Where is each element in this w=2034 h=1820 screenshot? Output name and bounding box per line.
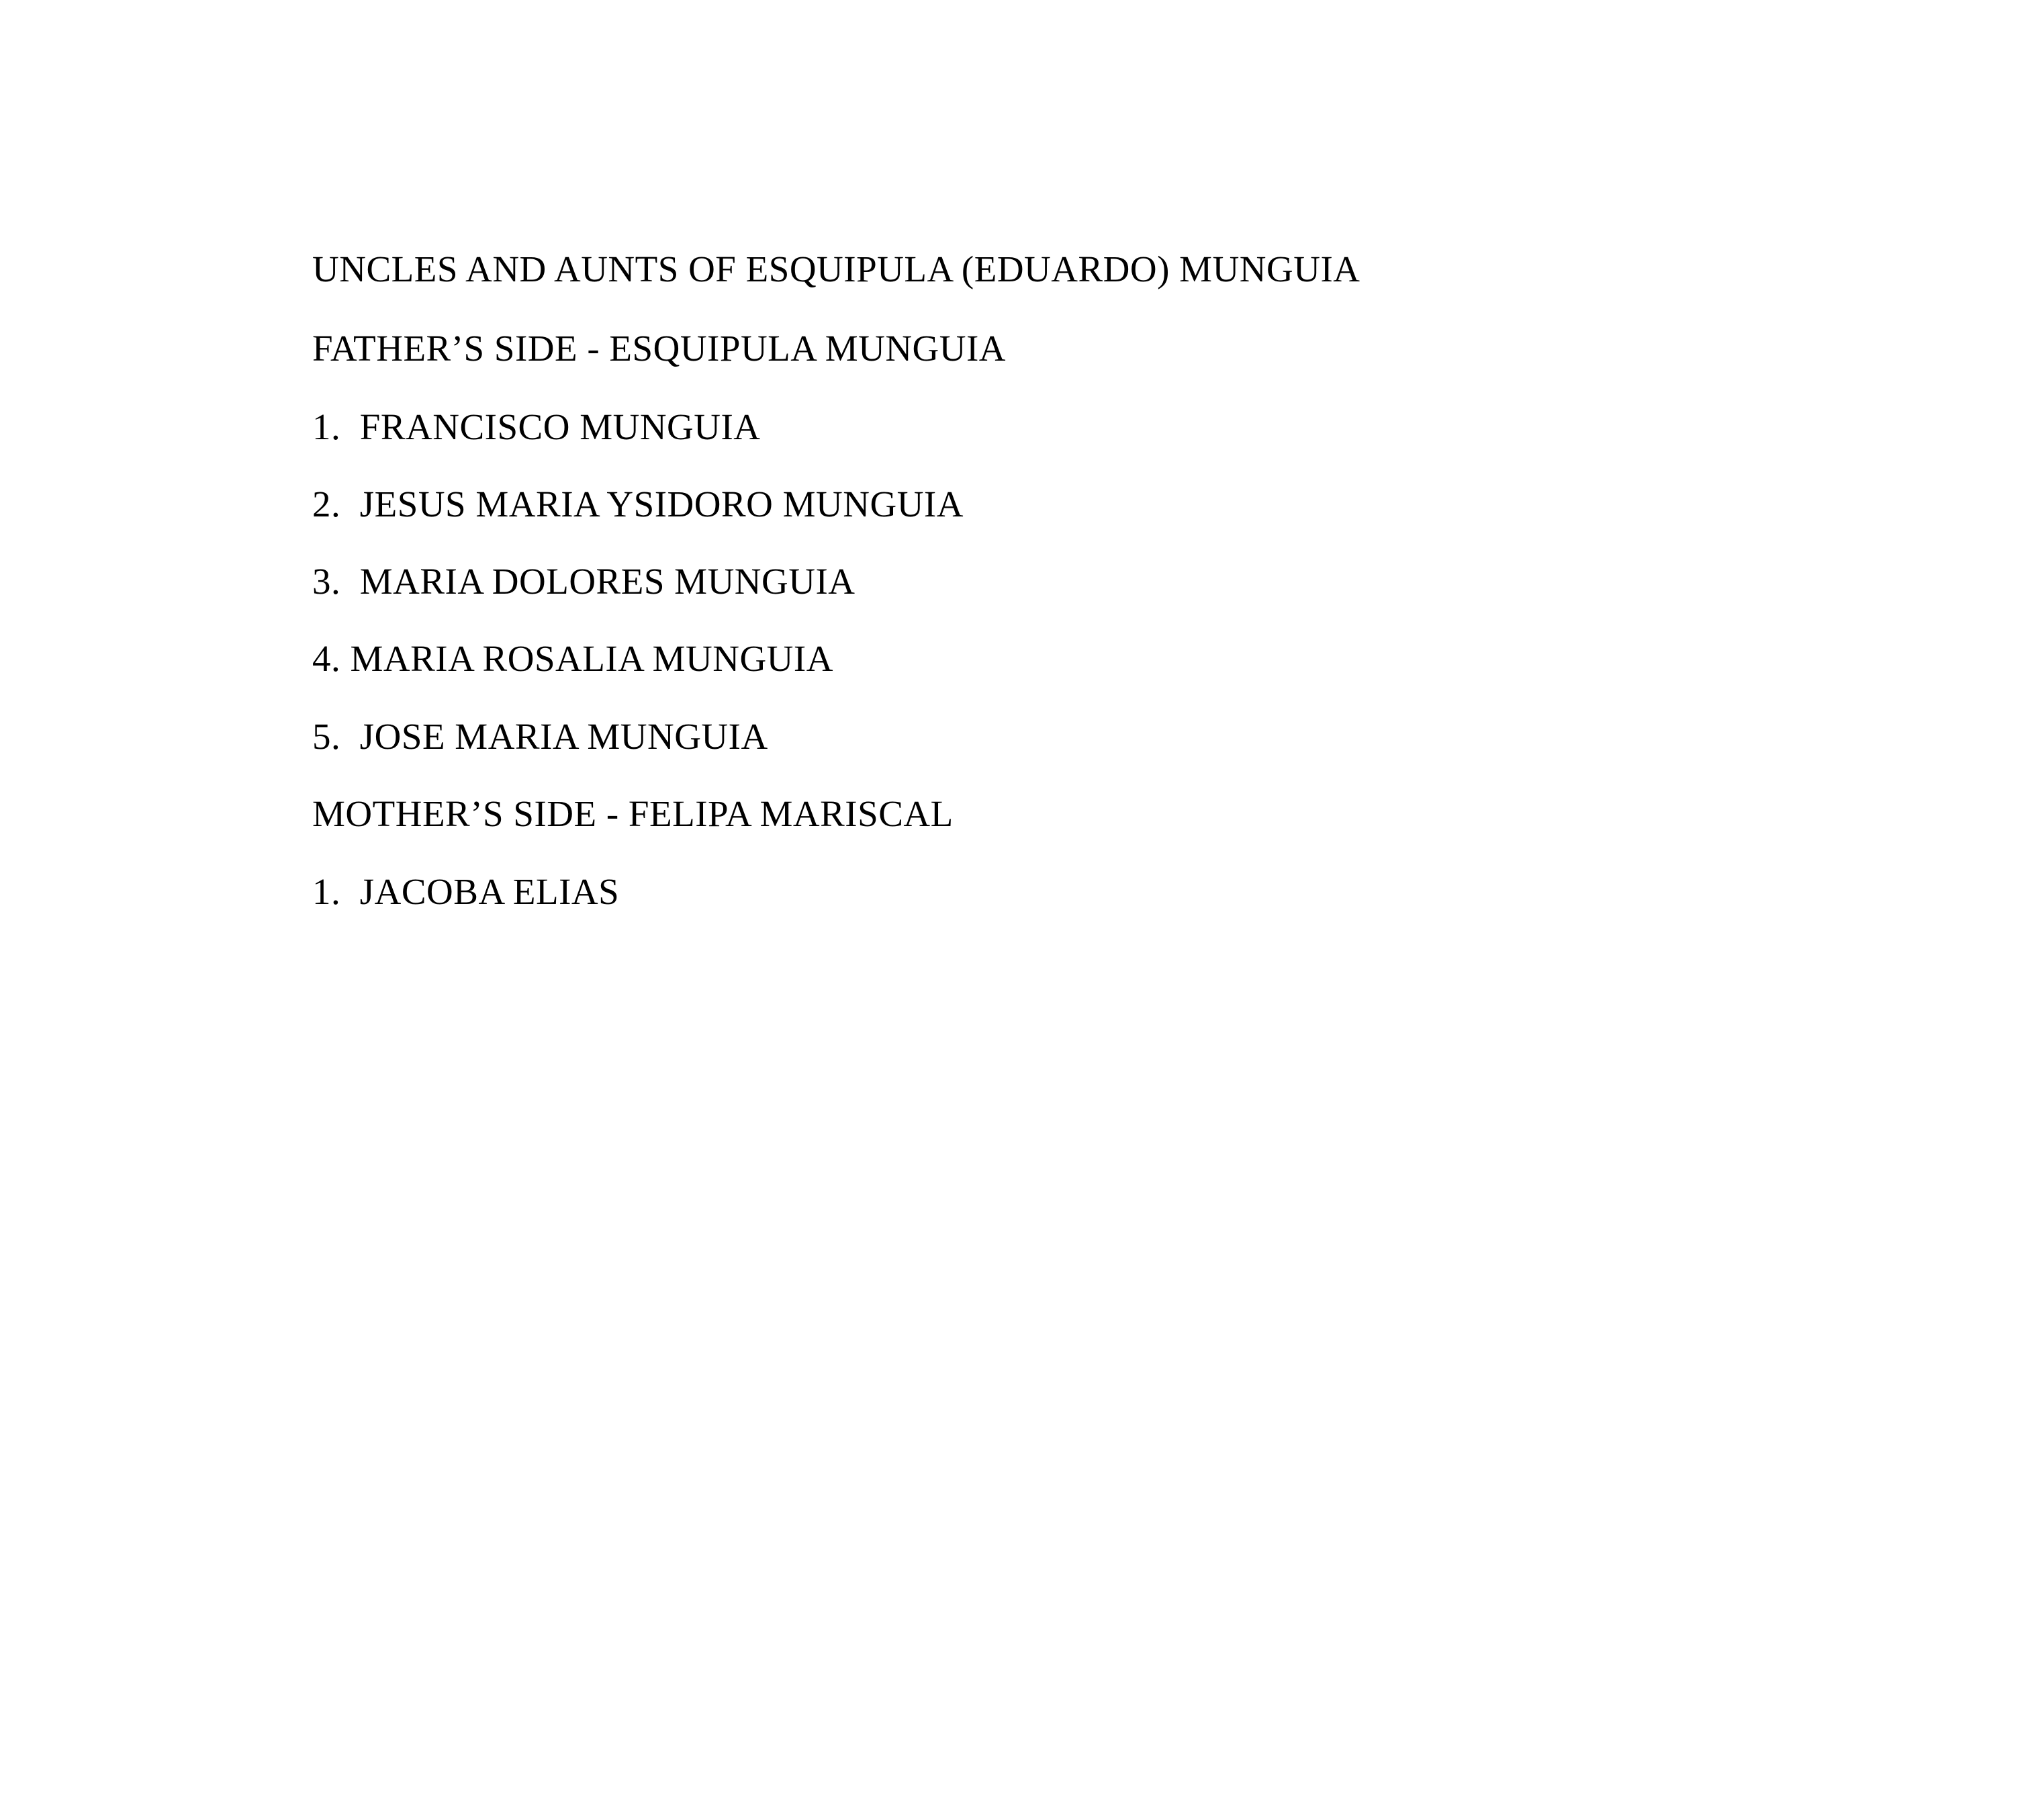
page-title: UNCLES AND AUNTS OF ESQUIPULA (EDUARDO) MUNGUIA	[312, 248, 1360, 289]
list-item: 5. JOSE MARIA MUNGUIA	[312, 715, 768, 757]
document-body	[312, 250, 1790, 912]
section-heading-mothers-side: MOTHER’S SIDE - FELIPA MARISCAL	[312, 793, 954, 835]
list-item: 4. MARIA ROSALIA MUNGUIA	[312, 638, 833, 680]
list-item: 3. MARIA DOLORES MUNGUIA	[312, 561, 856, 602]
list-item: 1. FRANCISCO MUNGUIA	[312, 406, 761, 447]
list-item: 1. JACOBA ELIAS	[312, 871, 620, 913]
list-item: 2. JESUS MARIA YSIDORO MUNGUIA	[312, 483, 964, 525]
section-heading-fathers-side: FATHER’S SIDE - ESQUIPULA MUNGUIA	[312, 328, 1007, 369]
